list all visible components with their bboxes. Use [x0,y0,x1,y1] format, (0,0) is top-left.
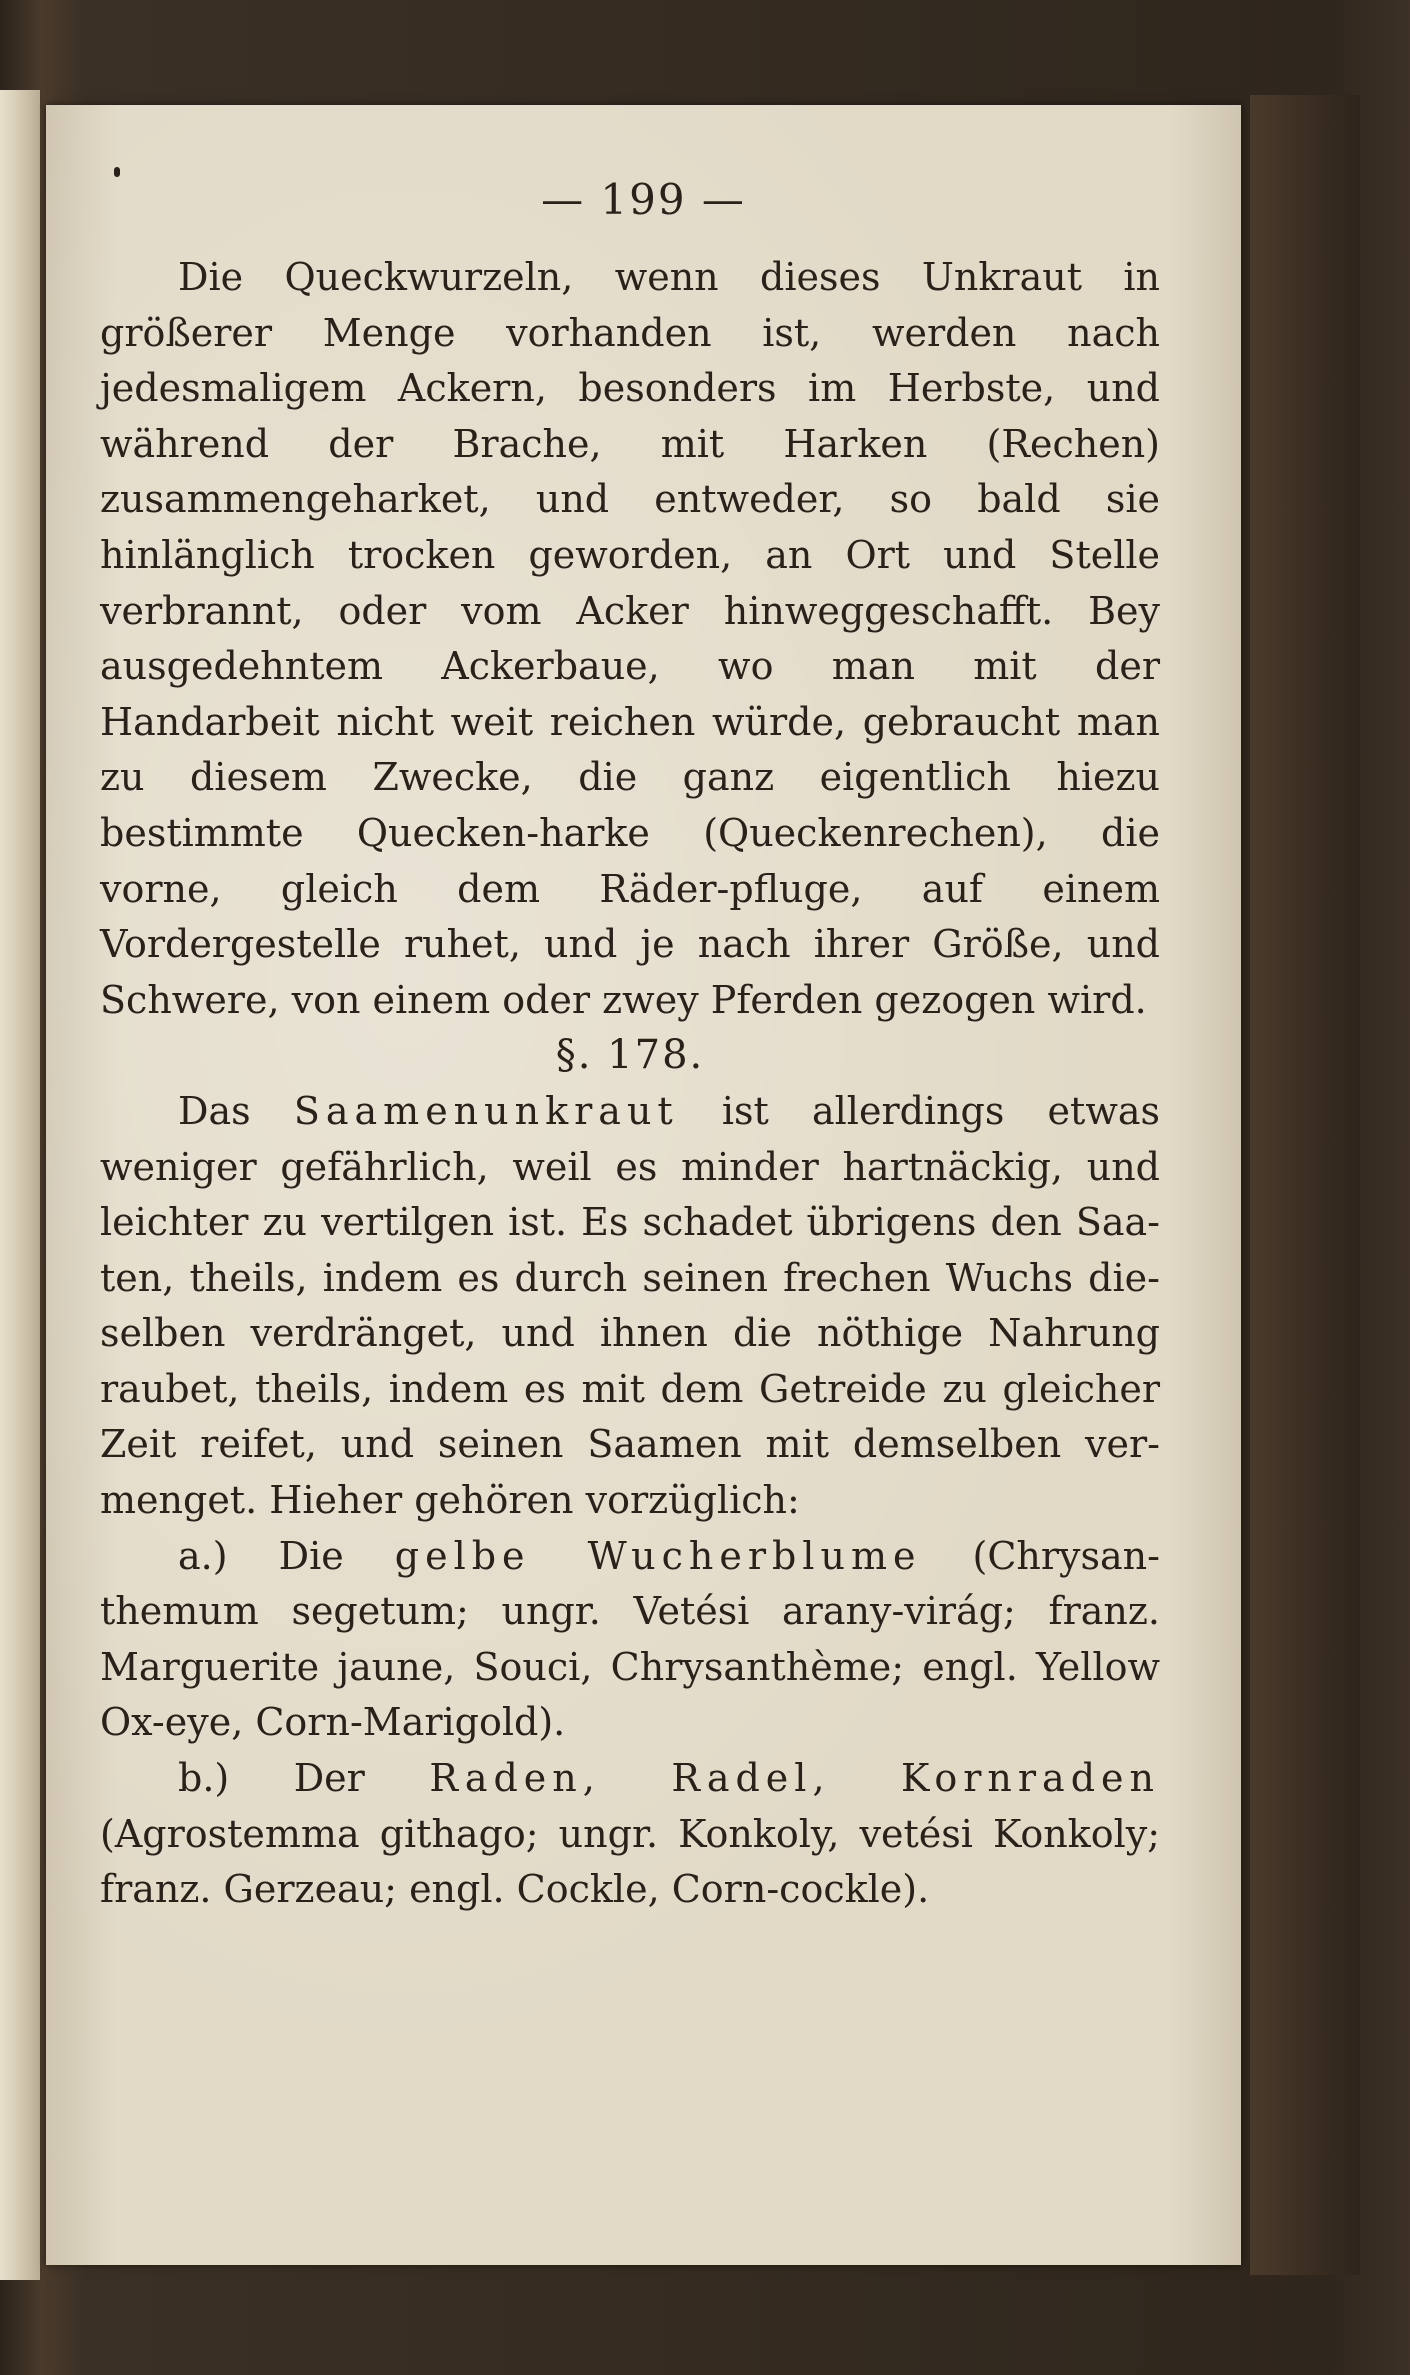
section-heading: §. 178. [555,1032,705,1079]
item-a-label: a.) Die [178,1533,344,1578]
paragraph-2-lead: Das [178,1088,251,1133]
item-b-text: (Agrostemma githago; ungr. Konkoly, vetési Konkoly; franz. Gerzeau; engl. Cockle, Corn-cockle). [100,1811,1160,1912]
item-b-label: b.) Der [178,1756,365,1801]
page-number: — 199 — [541,175,746,224]
book-page [46,105,1241,2265]
item-a-text: (Chrysan-themum segetum; ungr. Vetési arany-virág; franz. Marguerite jaune, Souci, Chrysanthème; engl. Yellow Ox-eye, Corn-Marigold). [100,1533,1160,1745]
paragraph-2 [100,1084,1160,1529]
paragraph-1: Die Queckwurzeln, wenn dieses Unkraut in größerer Menge vorhanden ist, werden nach jedesmaligem Ackern, besonders im Herbste, und während der Brache, mit Harken (Rechen) zusammengeharket, und entweder, so bald sie hinlänglich trocken geworden, an Ort und Stelle verbrannt, oder vom Acker hinweggeschafft. Bey ausgedehntem Ackerbaue, wo man mit der Handarbeit nicht weit reichen würde, gebraucht man zu diesem Zwecke, die ganz eigentlich hiezu bestimmte Quecken-harke (Queckenrechen), die vorne, gleich dem Räder-pfluge, auf einem Vordergestelle ruhet, und je nach ihrer Größe, und Schwere, von einem oder zwey Pferden gezogen wird. [100,255,1160,1022]
page-edge-left [0,90,40,2280]
paragraph-2-text: ist allerdings etwas weniger gefährlich, weil es minder hartnäckig, und leichter zu vertilgen ist. Es schadet übrigens den Saa-ten, theils, indem es durch seinen frechen Wuchs die-selben verdränget, und ihnen die nöthige Nahrung raubet, theils, indem es mit dem Getreide zu gleicher Zeit reifet, und seinen Saamen mit demselben ver-menget. Hieher gehören vorzüglich: [100,1088,1160,1523]
book-cover-edge [1250,95,1360,2275]
term-raden: Raden, Radel, Kornraden [429,1756,1160,1801]
list-item-a [100,1529,1160,1751]
term-saamenunkraut: Saamenunkraut [293,1088,679,1133]
term-gelbe-wucherblume: gelbe Wucherblume [394,1533,922,1578]
page-body [100,250,1160,1918]
list-item-b [100,1751,1160,1918]
